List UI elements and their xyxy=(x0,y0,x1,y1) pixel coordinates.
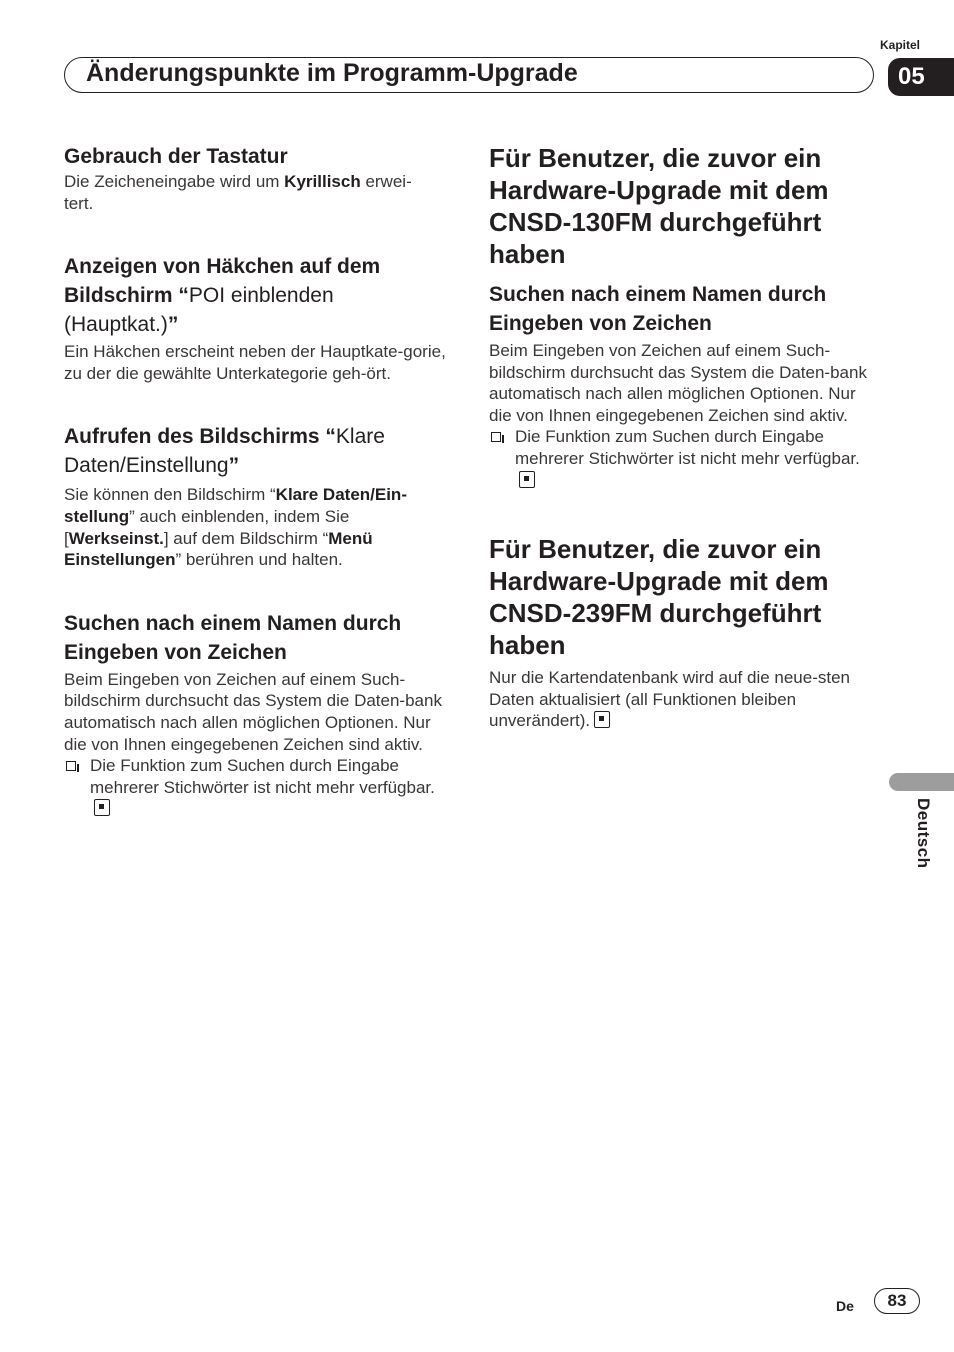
chapter-label: Kapitel xyxy=(880,38,921,52)
note-item xyxy=(489,426,879,491)
heading-end-quote: ” xyxy=(167,313,179,337)
end-mark-icon xyxy=(519,471,535,488)
text: Sie können den Bildschirm “ xyxy=(64,485,276,505)
paragraph-tastatur xyxy=(64,171,452,214)
note-text: Die Funktion zum Suchen durch Eingabe mehrerer Stichwörter ist nicht mehr verfügbar. xyxy=(90,755,452,820)
bold-term: Werkseinst. xyxy=(68,528,164,548)
bold-term: Menü Einstellungen xyxy=(64,528,373,570)
chapter-number-badge: 05 xyxy=(888,58,954,96)
bold-term: Kyrillisch xyxy=(284,172,361,191)
text: ” berühren und halten. xyxy=(175,550,343,570)
note-text: Die Funktion zum Suchen durch Eingabe mehrerer Stichwörter ist nicht mehr verfügbar. xyxy=(515,426,879,491)
heading-suchen-namen: Suchen nach einem Namen durch Eingeben von Zeichen xyxy=(64,611,402,664)
text: erwei- xyxy=(360,172,412,191)
language-label: Deutsch xyxy=(914,798,933,869)
note-item xyxy=(64,755,452,820)
heading-gebrauch-tastatur: Gebrauch der Tastatur xyxy=(64,145,288,168)
paragraph-cnsd-239fm: Nur die Kartendatenbank wird auf die neue-sten Daten aktualisiert (all Funktionen bleiben unverändert). xyxy=(489,668,851,731)
heading-cnsd-130fm: Für Benutzer, die zuvor ein Hardware-Upgrade mit dem CNSD-130FM durchgeführt haben xyxy=(489,143,829,269)
text: ] auf dem Bildschirm “ xyxy=(163,528,329,548)
note-checkbox-icon xyxy=(66,761,76,771)
footer-language-code: De xyxy=(836,1298,854,1314)
paragraph-suchen-namen-right: Beim Eingeben von Zeichen auf einem Such-bildschirm durchsucht das System die Daten-bank automatisch nach allen möglichen Optionen. Nur die von Ihnen eingegebenen Zeichen sind aktiv. xyxy=(489,341,867,425)
paragraph-haekchen: Ein Häkchen erscheint neben der Hauptkate-gorie, zu der die gewählte Unterkategorie geh-ört. xyxy=(64,342,446,383)
section-title: Änderungspunkte im Programm-Upgrade xyxy=(86,59,578,87)
heading-haekchen xyxy=(64,252,452,339)
heading-bold-part: Anzeigen von Häkchen auf dem Bildschirm “ xyxy=(64,255,381,308)
subheading-suchen-namen: Suchen nach einem Namen durch Eingeben von Zeichen xyxy=(489,283,827,335)
text: Die Zeicheneingabe wird um xyxy=(64,172,285,191)
heading-plain-part: POI einblenden (Hauptkat.) xyxy=(64,284,334,337)
paragraph-suchen-namen: Beim Eingeben von Zeichen auf einem Such-bildschirm durchsucht das System die Daten-bank automatisch nach allen möglichen Optionen. Nur die von Ihnen eingegebenen Zeichen sind aktiv. xyxy=(64,669,442,754)
heading-bold-part: Aufrufen des Bildschirms “ xyxy=(64,425,336,449)
text: ” auch einblenden, indem Sie [ xyxy=(64,506,350,548)
page-number: 83 xyxy=(874,1288,920,1314)
paragraph-klare-daten xyxy=(64,484,452,570)
heading-end-quote: ” xyxy=(228,454,240,478)
heading-plain-part: Klare Daten/Einstellung xyxy=(64,425,385,478)
end-mark-icon xyxy=(594,711,610,728)
heading-cnsd-239fm: Für Benutzer, die zuvor ein Hardware-Upgrade mit dem CNSD-239FM durchgeführt haben xyxy=(489,534,829,661)
heading-klare-daten xyxy=(64,422,452,480)
text: tert. xyxy=(64,193,94,213)
bold-term: Klare Daten/Ein-stellung xyxy=(64,485,407,526)
end-mark-icon xyxy=(94,799,110,816)
right-column xyxy=(489,142,879,732)
language-tab xyxy=(889,773,954,791)
note-checkbox-icon xyxy=(491,432,501,442)
left-column xyxy=(64,142,452,820)
